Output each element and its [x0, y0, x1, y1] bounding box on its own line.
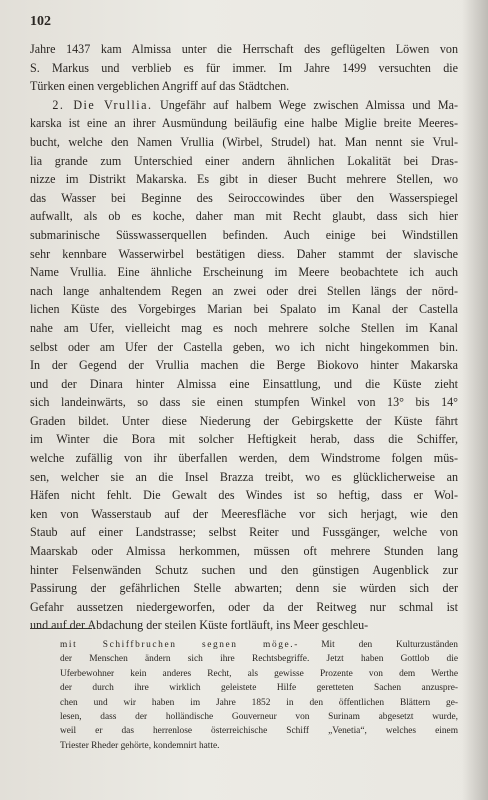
text-line: im Winter die Bora mit solcher Heftigkeit herab, dass die Schiffer,: [30, 432, 458, 447]
text-line: nach lange anhaltendem Regen an zwei oder drei Stellen längs der nörd-: [30, 283, 458, 298]
text-line: sich landeinwärts, so dass sie einen stumpfen Winkel von 13° bis 14°: [30, 395, 458, 410]
text-line: Türken einen vergeblichen Angriff auf das Städtchen.: [30, 79, 290, 94]
main-text: [30, 40, 458, 635]
text-line: welche zufällig von ihr überfallen werden, dem Windstrome folgen müs-: [30, 451, 458, 466]
paragraph-2-lines: [30, 114, 458, 635]
page-edge-shadow: [462, 0, 488, 800]
footnote-line: lesen, dass der holländische Gouverneur von Surinam abgesetzt wurde,: [60, 712, 458, 723]
text-line: nizze im Distrikt Makarska. Es gibt in dieser Bucht mehrere Stellen, wo: [30, 172, 458, 187]
text-line: das Wasser bei Beginne des Seiroccowindes über den Wasserspiegel: [30, 190, 458, 205]
text-line: Graden bildet. Unter diese Niederung der Gebirgskette der Küste fährt: [30, 413, 458, 428]
text-line: und auf der Abdachung der steilen Küste fortläuft, ins Meer geschleu-: [30, 618, 369, 633]
text-line: lia grande zum Unterschied einer andern ähnlichen Lokalität bei Dras-: [30, 153, 458, 168]
text-line: bucht, welche den Namen Vrullia (Wirbel, Strudel) hat. Man nennt sie Vrul-: [30, 134, 458, 149]
text-fragment: - Mit den Kulturzuständen: [294, 640, 458, 650]
text-line: lichen Küste des Vorgebirges Marian bei Spalato im Kanal der Castella: [30, 302, 458, 317]
footnote-rule: [30, 628, 92, 629]
text-line: S. Markus und verblieb es für immer. Im Jahre 1499 versuchten die: [30, 60, 458, 75]
text-line: karska ist eine an ihrer Ausmündung beiläufig eine halbe Miglie breite Meeres-: [30, 116, 458, 131]
text-line: Staub auf einer Landstrasse; selbst Reiter und Fussgänger, welche von: [30, 525, 458, 540]
text-line: sen, welcher sie an die Insel Brazza treibt, wo es glücklicherweise an: [30, 469, 458, 484]
text-line: und der Dinara hinter Almissa eine Einsattlung, und die Küste zieht: [30, 376, 458, 391]
section-heading: 2. Die Vrullia.: [52, 97, 153, 112]
text-line: Häfen nicht fehlt. Die Gewalt des Windes ist so heftig, dass er Wol-: [30, 488, 458, 503]
text-line: Maarskab oder Almissa herkommen, müssen oft mehrere Stunden lang: [30, 544, 458, 559]
text-line: submarinische Süsswasserquellen befinden. Auch einige bei Windstillen: [30, 227, 458, 242]
text-line: Jahre 1437 kam Almissa unter die Herrschaft des geflügelten Löwen von: [30, 42, 458, 56]
text-line: In der Gegend der Vrullia machen die Berge Biokovo hinter Makarska: [30, 358, 458, 373]
footnote-line: Triester Rheder gehörte, kondemnirt hatte.: [60, 740, 220, 751]
footnote-lines: [60, 652, 458, 753]
text-line: Name Vrullia. Eine ähnliche Erscheinung im Meere beobachtete ich auch: [30, 265, 458, 280]
footnote-line: [60, 638, 458, 652]
text-fragment: Ungefähr auf halbem Wege zwischen Almissa und Ma-: [159, 97, 458, 112]
text-line: [30, 96, 458, 115]
footnote-line: der durch ihre wirklich geleistete Hilfe geretteten Sachen anzuspre-: [60, 683, 458, 694]
footnote-line: der Menschen ändern sich ihre Rechtsbegriffe. Jetzt haben Gottlob die: [60, 654, 458, 665]
text-line: ken von Wasserstaub auf der Meeresfläche vor sich herjagt, wie den: [30, 506, 458, 521]
text-line: Gefahr aussetzen niedergeworfen, oder da der Reitweg nur schmal ist: [30, 599, 458, 614]
text-line: aufwallt, als ob es koche, daher man mit Recht glaubt, dass sich hier: [30, 209, 458, 224]
text-line: nahe am Ufer, vielleicht mag es noch mehrere solche Stellen im Kanal: [30, 320, 458, 335]
footnote-line: weil er das herrenlose österreichische Schiff „Venetia“, welches einem: [60, 726, 458, 737]
footnote: [60, 638, 458, 753]
footnote-line: Uferbewohner kein anderes Recht, als gewisse Prozente von dem Werthe: [60, 668, 458, 679]
paragraph-2: [30, 96, 458, 635]
text-line: Passirung der gefährlichen Stelle abwarten; denn sie würden sich der: [30, 581, 458, 596]
paragraph-1: [30, 40, 458, 96]
text-line: hinter Felsenwänden Schutz suchen und den günstigen Augenblick zur: [30, 562, 458, 577]
text-line: sehr kennbare Wasserwirbel bestätigen diess. Daher stammt der slavische: [30, 246, 458, 261]
text-line: selbst oder am Ufer der Castella geben, wo ich nicht hingekommen bin.: [30, 339, 458, 354]
footnote-line: chen und wir haben im Jahre 1852 in den öffentlichen Blättern ge-: [60, 697, 458, 708]
spaced-phrase: mit Schiffbruchen segnen möge.: [60, 640, 295, 650]
page-number: 102: [30, 14, 51, 29]
